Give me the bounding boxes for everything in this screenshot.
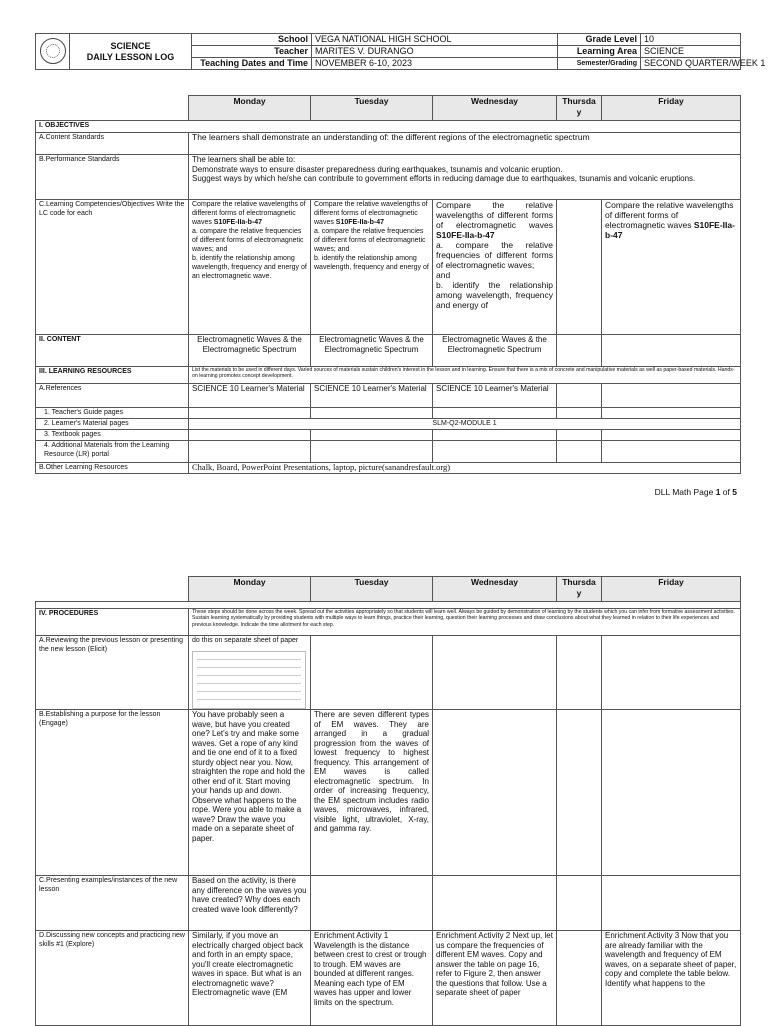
header-table [35,33,766,70]
log-title-cell [70,34,192,70]
footer-of: of [722,487,730,497]
day-header-tuesday: Tuesday [311,577,433,602]
content-monday: Electromagnetic Waves & the Electromagnetic Spectrum [189,335,311,367]
semester-value: SECOND QUARTER/WEEK 1 [641,58,741,70]
competency-b: b. identify the relationship among wavelength, frequency and energy of [436,280,553,310]
teachers-guide-thursday [557,408,602,419]
references-label: A.References [36,384,189,408]
department-title: SCIENCE [110,40,151,51]
competency-intro: Compare the relative wavelengths of different forms of electromagnetic waves [436,200,553,230]
day-header-wednesday: Wednesday [433,577,557,602]
learning-competencies-label: C.Learning Competencies/Objectives Write the LC code for each [36,200,189,335]
competency-code: S10FE-IIa-b-47 [605,220,735,240]
textbook-monday [189,430,311,441]
corner-cell [36,577,189,602]
procedure-b-friday [602,710,741,876]
procedures-note: These steps should be done across the week. Spread out the activities appropriately so that students will learn well. Always be guided by demonstration of learning by the students which you can infer from formative assessment activities. Sustain learning systematically by providing students with multiple ways to learn things, practice their learning, question their learning processes and draw conclusions about what they learned in relation to their life experiences and previous knowledge. Indicate the time allotment for each step. [189,609,741,636]
learners-material-label: 2. Learner's Material pages [36,419,189,430]
procedure-b-wednesday [433,710,557,876]
procedure-b-monday: You have probably seen a wave, but have you created one? Let's try and make some waves. Get a rope of any kind and tie one end of it to a fixed sturdy object near you. Now, straighten the rope and hold the other end of it. Start moving your hands up and down. Observe what happens to the rope. Were you able to make a wave? Draw the wave you made on a separate sheet of paper. [189,710,311,876]
grade-level-value: 10 [641,34,741,46]
procedure-d-label: D.Discussing new concepts and practicing new skills #1 (Explore) [36,931,189,1026]
semester-label: Semester/Grading [558,58,641,70]
day-header-thursday: Thursda y [557,577,602,602]
learning-resources-note: List the materials to be used in different days. Varied sources of materials sustain children's interest in the lesson and in learning. Ensure that there is a mix of concrete and manipulative materials as well as paper-based materials. Hands-on learning promotes concept development. [189,367,741,384]
additional-friday [602,441,741,463]
content-standards-label: A.Content Standards [36,133,189,155]
procedure-b-tuesday: There are seven different types of EM waves. They are arranged in a gradual progression from the waves of lowest frequency to highest frequency. This arrangement of EM waves is called electromagnetic spectrum. In order of increasing frequency, the EM spectrum includes radio waves, microwaves, infrared, visible light, ultraviolet, X-ray, and gamma ray. [311,710,433,876]
teacher-label: Teacher [192,46,312,58]
teachers-guide-tuesday [311,408,433,419]
textbook-pages-label: 3. Textbook pages [36,430,189,441]
competency-b: b. identify the relationship among wavelength, frequency and energy of an electromagnetic wave. [192,255,307,280]
procedure-a-thursday [557,636,602,710]
references-thursday [557,384,602,408]
procedure-c-monday: Based on the activity, is there any difference on the waves you have created? Why does each created wave look differently? [189,876,311,931]
procedure-a-instruction: do this on separate sheet of paper [192,637,299,644]
day-header-monday: Monday [189,96,311,121]
procedure-d-thursday [557,931,602,1026]
competency-tuesday [311,200,433,335]
performance-standard-1: Demonstrate ways to ensure disaster preparedness during earthquakes, tsunamis and volcanic eruption. [192,164,563,174]
procedure-a-tuesday [311,636,433,710]
competency-intro: Compare the relative wavelengths of different forms of electromagnetic waves [605,200,734,230]
other-resources-value: Chalk, Board, PowerPoint Presentations, laptop, picture(sanandresfault.org) [189,463,741,474]
teachers-guide-monday [189,408,311,419]
textbook-thursday [557,430,602,441]
day-header-wednesday: Wednesday [433,96,557,121]
spacer-row [36,602,741,609]
teacher-value: MARITES V. DURANGO [312,46,558,58]
objectives-heading: I. OBJECTIVES [36,121,741,133]
competency-monday [189,200,311,335]
references-wednesday: SCIENCE 10 Learner's Material [433,384,557,408]
teachers-guide-friday [602,408,741,419]
footer-page-number: 1 [715,487,721,497]
competency-b: b. identify the relationship among wavelength, frequency and energy of [314,255,429,271]
procedure-d-friday: Enrichment Activity 3 Now that you are already familiar with the wavelength and frequency of EM waves, on a separate sheet of paper, copy and complete the table below. Identify what happens to the [602,931,741,1026]
additional-thursday [557,441,602,463]
content-heading: II. CONTENT [36,335,189,367]
procedure-c-tuesday [311,876,433,931]
teaching-dates-value: NOVEMBER 6-10, 2023 [312,58,558,70]
additional-tuesday [311,441,433,463]
references-monday: SCIENCE 10 Learner's Material [189,384,311,408]
footer-prefix: DLL Math Page [654,487,714,497]
procedure-d-monday: Similarly, if you move an electrically charged object back and forth in an empty space, you'll create electromagnetic waves in space. But what is an electromagnetic wave? Electromagnetic wave (EM [189,931,311,1026]
competency-thursday [557,200,602,335]
content-thursday [557,335,602,367]
page-footer [655,487,737,497]
procedure-c-wednesday [433,876,557,931]
teachers-guide-label: 1. Teacher's Guide pages [36,408,189,419]
performance-standard-2: Suggest ways by which he/she can contribute to government efforts in reducing damage due to earthquakes, tsunamis and volcanic eruptions. [192,174,696,183]
content-standards-text: The learners shall demonstrate an understanding of: the different regions of the electromagnetic spectrum [189,133,741,155]
procedure-c-thursday [557,876,602,931]
additional-wednesday [433,441,557,463]
competency-a: a. compare the relative frequencies of different forms of electromagnetic waves; and [192,228,304,253]
school-value: VEGA NATIONAL HIGH SCHOOL [312,34,558,46]
additional-materials-label: 4. Additional Materials from the Learning Resource (LR) portal [36,441,189,463]
procedure-d-tuesday: Enrichment Activity 1 Wavelength is the distance between crest to crest or trough to trough. EM waves are bounded at different ranges. Meaning each type of EM waves has upper and lower limits on the spectrum. [311,931,433,1026]
procedure-c-label: C.Presenting examples/instances of the new lesson [36,876,189,931]
learning-area-value: SCIENCE [641,46,741,58]
competency-a: a. compare the relative frequencies of different forms of electromagnetic waves; and [314,228,426,253]
competency-code: S10FE-IIa-b-47 [335,219,385,226]
procedure-a-label: A.Reviewing the previous lesson or presenting the new lesson (Elicit) [36,636,189,710]
textbook-tuesday [311,430,433,441]
references-tuesday: SCIENCE 10 Learner's Material [311,384,433,408]
content-tuesday: Electromagnetic Waves & the Electromagnetic Spectrum [311,335,433,367]
day-header-tuesday: Tuesday [311,96,433,121]
procedures-heading: IV. PROCEDURES [36,609,189,636]
corner-cell [36,96,189,121]
deped-seal-icon [36,34,70,70]
procedure-d-wednesday: Enrichment Activity 2 Next up, let us compare the frequencies of different EM waves. Copy and answer the table on page 16, refer to Figure 2, then answer the questions that follow. Use a separate sheet of paper [433,931,557,1026]
day-header-friday: Friday [602,96,741,121]
lesson-log-table-page-1 [35,95,741,474]
competency-friday [602,200,741,335]
performance-standards-text [189,155,741,200]
competency-code: S10FE-IIa-b-47 [213,219,263,226]
day-header-thursday: Thursda y [557,96,602,121]
learners-material-value: SLM-Q2-MODULE 1 [189,419,741,430]
school-label: School [192,34,312,46]
procedure-a-wednesday [433,636,557,710]
learning-resources-heading: III. LEARNING RESOURCES [36,367,189,384]
day-header-monday: Monday [189,577,311,602]
teachers-guide-wednesday [433,408,557,419]
competency-code: S10FE-IIa-b-47 [436,230,495,240]
daily-lesson-log-title: DAILY LESSON LOG [86,51,175,62]
worksheet-thumbnail-image [192,651,306,709]
procedure-c-friday [602,876,741,931]
footer-total-pages: 5 [732,487,737,497]
content-friday [602,335,741,367]
competency-and: and [436,270,451,280]
references-friday [602,384,741,408]
textbook-friday [602,430,741,441]
procedure-b-label: B.Establishing a purpose for the lesson (Engage) [36,710,189,876]
competency-intro: Compare the relative wavelengths of different forms of electromagnetic waves [314,201,428,226]
procedure-a-friday [602,636,741,710]
learning-area-label: Learning Area [558,46,641,58]
procedure-a-monday [189,636,311,710]
competency-wednesday [433,200,557,335]
teaching-dates-label: Teaching Dates and Time [192,58,312,70]
additional-monday [189,441,311,463]
competency-intro: Compare the relative wavelengths of different forms of electromagnetic waves [192,201,306,226]
grade-level-label: Grade Level [558,34,641,46]
procedure-b-thursday [557,710,602,876]
day-header-friday: Friday [602,577,741,602]
other-resources-label: B.Other Learning Resources [36,463,189,474]
textbook-wednesday [433,430,557,441]
performance-standard-intro: The learners shall be able to: [192,155,296,164]
competency-a: a. compare the relative frequencies of different forms of electromagnetic waves; [436,240,553,270]
lesson-log-table-page-2 [35,576,741,1026]
content-wednesday: Electromagnetic Waves & the Electromagnetic Spectrum [433,335,557,367]
performance-standards-label: B.Performance Standards [36,155,189,200]
